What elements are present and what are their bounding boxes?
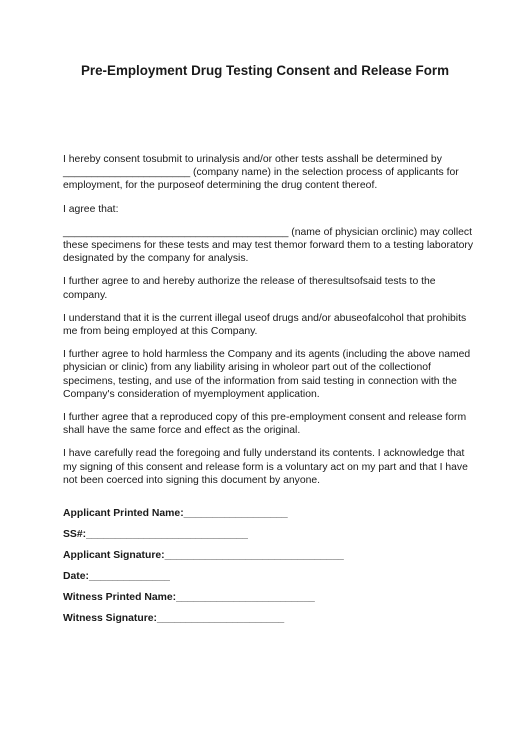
ssn-field: SS#:____________________________: [63, 529, 248, 540]
form-body: [63, 153, 475, 497]
acknowledgement-paragraph: I have carefully read the foregoing and fully understand its contents. I acknowledge that my signing of this consent and release form is a voluntary act on my part and that I have not been coerced into signing this document by anyone.: [63, 448, 468, 486]
reproduced-copy-paragraph: I further agree that a reproduced copy of this pre-employment consent and release form shall have the same force and effect as the original.: [63, 412, 467, 437]
consent-paragraph: I hereby consent tosubmit to urinalysis and/or other tests asshall be determined by ______________________ (company name) in the selection process of applicants for employment, for the purposeof determining the drug content thereof.: [63, 154, 459, 192]
applicant-printed-name-field: Applicant Printed Name:__________________: [63, 508, 288, 519]
witness-printed-name-field: Witness Printed Name:________________________: [63, 592, 315, 603]
agree-heading: I agree that:: [63, 203, 119, 215]
date-field: Date:______________: [63, 571, 170, 582]
physician-paragraph: _______________________________________ (name of physician orclinic) may collect these specimens for these tests and may test themor forward them to a testing laboratory designated by the company for analysis.: [63, 226, 474, 265]
witness-signature-field: Witness Signature:______________________: [63, 613, 285, 624]
applicant-signature-field: Applicant Signature:_______________________________: [63, 550, 344, 561]
release-paragraph: I further agree to and hereby authorize the release of theresultsofsaid tests to the company.: [63, 276, 436, 301]
hold-harmless-paragraph: I further agree to hold harmless the Company and its agents (including the above named physician or clinic) from any liability arising in wholeor part out of the collectionof specimens, testing, and use of the information from said testing in connection with the Company's consideration of myemployment application.: [63, 349, 471, 400]
signature-section: [63, 507, 475, 633]
form-title: Pre-Employment Drug Testing Consent and Release Form: [80, 63, 450, 78]
illegal-use-paragraph: I understand that it is the current illegal useof drugs and/or abuseofalcohol that prohibits me from being employed at this Company.: [63, 312, 467, 338]
